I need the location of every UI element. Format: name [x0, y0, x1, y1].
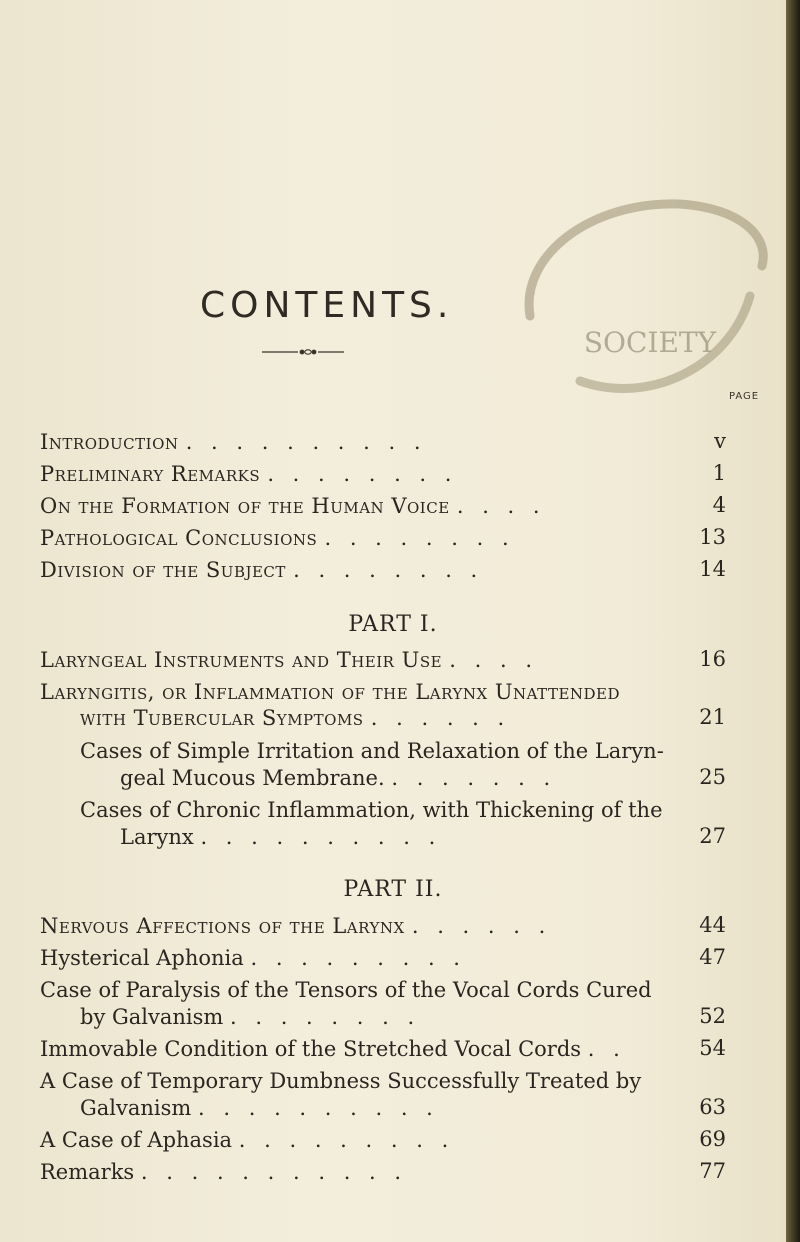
ornament-divider-icon — [260, 344, 350, 360]
toc-title-line-1: Laryngitis, or Inflammation of the Larynx Unattended — [40, 680, 621, 704]
toc-title: Remarks — [40, 1160, 135, 1184]
stamp-text: SOCIETY — [583, 326, 717, 359]
toc-title-line-1: Case of Paralysis of the Tensors of the Vocal Cords Cured — [40, 978, 652, 1002]
toc-entry-nervous-affections: Nervous Affections of the Larynx . . . . . . — [40, 914, 552, 938]
toc-entry-introduction: Introduction . . . . . . . . . . — [40, 430, 427, 454]
library-stamp-icon — [500, 196, 780, 406]
toc-title-line-2: with Tubercular Symptoms — [80, 706, 364, 730]
book-spine-edge — [786, 0, 800, 1242]
part-1-heading: PART I. — [348, 612, 438, 637]
toc-entry-chronic-inflammation — [80, 797, 780, 823]
toc-title: Pathological Conclusions — [40, 526, 318, 550]
toc-title: A Case of Aphasia — [40, 1128, 233, 1152]
toc-title: Division of the Subject — [40, 558, 286, 582]
toc-title-line-2: Larynx — [120, 825, 194, 849]
toc-entry-preliminary-remarks: Preliminary Remarks . . . . . . . . — [40, 462, 458, 486]
toc-entry-temporary-dumbness — [40, 1068, 740, 1094]
toc-page-number: 27 — [699, 824, 726, 848]
toc-page-number: 52 — [699, 1004, 726, 1028]
toc-page-number: 77 — [699, 1159, 726, 1183]
toc-entry-temporary-dumbness-cont: Galvanism . . . . . . . . . . — [80, 1096, 439, 1120]
toc-title-line-2: Galvanism — [80, 1096, 192, 1120]
toc-title-line-1: A Case of Temporary Dumbness Successfully Treated by — [40, 1069, 642, 1093]
toc-title-line-1: Cases of Simple Irritation and Relaxation of the Laryn- — [80, 739, 664, 763]
part-2-heading: PART II. — [343, 877, 443, 902]
toc-entry-laryngitis-cont: with Tubercular Symptoms . . . . . . — [80, 706, 511, 730]
toc-page-number: 47 — [699, 945, 726, 969]
toc-page-number: 16 — [699, 647, 726, 671]
toc-entry-simple-irritation-cont: geal Mucous Membrane. . . . . . . . — [120, 766, 557, 790]
toc-entry-paralysis-tensors — [40, 977, 740, 1003]
toc-title-line-2: by Galvanism — [80, 1005, 224, 1029]
toc-entry-laryngeal-instruments: Laryngeal Instruments and Their Use . . . . — [40, 648, 539, 672]
toc-page-number: 69 — [699, 1127, 726, 1151]
contents-heading: CONTENTS. — [200, 285, 454, 326]
toc-page-number: v — [714, 429, 726, 453]
toc-page-number: 13 — [699, 525, 726, 549]
toc-title: On the Formation of the Human Voice — [40, 494, 450, 518]
toc-entry-immovable-condition: Immovable Condition of the Stretched Vocal Cords . . — [40, 1037, 626, 1061]
toc-entry-formation-of-voice: On the Formation of the Human Voice . . . . — [40, 494, 546, 518]
toc-entry-division-of-subject: Division of the Subject . . . . . . . . — [40, 558, 484, 582]
toc-entry-laryngitis — [40, 679, 740, 705]
toc-page-number: 63 — [699, 1095, 726, 1119]
toc-title: Nervous Affections of the Larynx — [40, 914, 405, 938]
toc-entry-remarks: Remarks . . . . . . . . . . . — [40, 1160, 408, 1184]
toc-page-number: 21 — [699, 705, 726, 729]
toc-page-number: 1 — [712, 461, 726, 485]
toc-page-number: 44 — [699, 913, 726, 937]
toc-title-line-2: geal Mucous Membrane. — [120, 766, 385, 790]
toc-entry-pathological-conclusions: Pathological Conclusions . . . . . . . . — [40, 526, 515, 550]
toc-entry-chronic-inflammation-cont: Larynx . . . . . . . . . . — [120, 825, 442, 849]
toc-page-number: 4 — [712, 493, 726, 517]
toc-entry-paralysis-tensors-cont: by Galvanism . . . . . . . . — [80, 1005, 421, 1029]
page-column-label: PAGE — [729, 391, 760, 402]
toc-entry-hysterical-aphonia: Hysterical Aphonia . . . . . . . . . — [40, 946, 466, 970]
toc-entry-simple-irritation — [80, 738, 780, 764]
toc-title-line-1: Cases of Chronic Inflammation, with Thickening of the — [80, 798, 663, 822]
toc-title: Immovable Condition of the Stretched Vocal Cords — [40, 1037, 582, 1061]
toc-title: Preliminary Remarks — [40, 462, 261, 486]
toc-page-number: 14 — [699, 557, 726, 581]
toc-page-number: 25 — [699, 765, 726, 789]
toc-page-number: 54 — [699, 1036, 726, 1060]
toc-title: Laryngeal Instruments and Their Use — [40, 648, 443, 672]
toc-entry-aphasia: A Case of Aphasia . . . . . . . . . — [40, 1128, 455, 1152]
toc-title: Introduction — [40, 430, 179, 454]
toc-title: Hysterical Aphonia — [40, 946, 244, 970]
